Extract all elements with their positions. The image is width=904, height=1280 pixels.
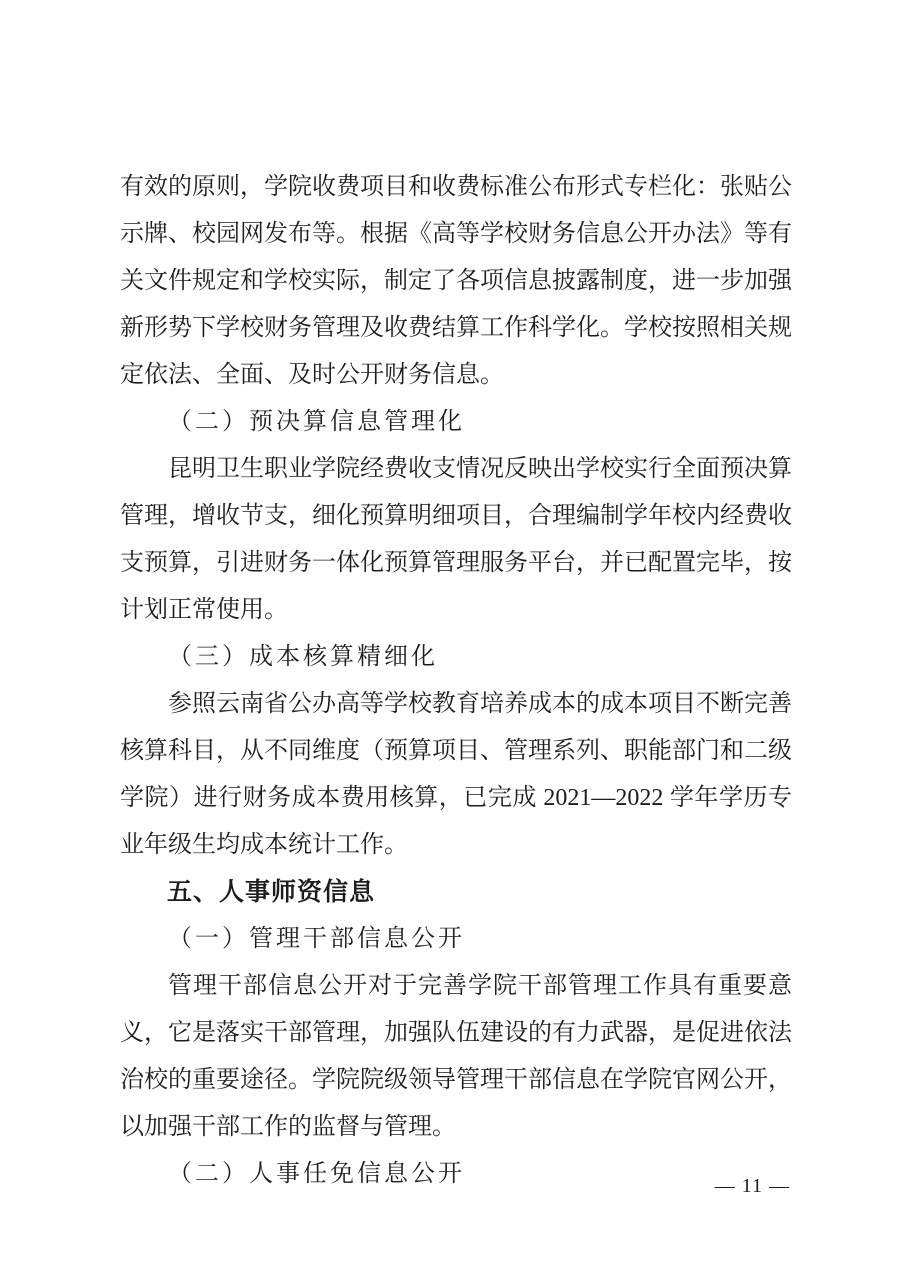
section-heading-budget-info: （二）预决算信息管理化: [168, 409, 465, 435]
paragraph-cost-accounting: 参照云南省公办高等学校教育培养成本的成本项目不断完善核算科目，从不同维度（预算项目、管理系列、职能部门和二级学院）进行财务成本费用核算，已完成 2021—2022 学年学历专业年级生均成本统计工作。: [120, 691, 792, 858]
section-heading-cost-accounting: （三）成本核算精细化: [168, 644, 438, 670]
paragraph-budget-info: 昆明卫生职业学院经费收支情况反映出学校实行全面预决算管理，增收节支，细化预算明细项目，合理编制学年校内经费收支预算，引进财务一体化预算管理服务平台，并已配置完毕，按计划正常使用。: [120, 456, 792, 623]
page-content: [120, 164, 792, 1198]
paragraph-continuation: 有效的原则，学院收费项目和收费标准公布形式专栏化：张贴公示牌、校园网发布等。根据《高等学校财务信息公开办法》等有关文件规定和学校实际，制定了各项信息披露制度，进一步加强新形势下学校财务管理及收费结算工作科学化。学校按照相关规定依法、全面、及时公开财务信息。: [120, 174, 792, 388]
chapter-heading-personnel-info: 五、人事师资信息: [167, 878, 376, 906]
paragraph-cadre-info: 管理干部信息公开对于完善学院干部管理工作具有重要意义，它是落实干部管理，加强队伍建设的有力武器，是促进依法治校的重要途径。学院院级领导管理干部信息在学院官网公开，以加强干部工作的监督与管理。: [120, 973, 792, 1140]
section-heading-appointment-info: （二）人事任免信息公开: [168, 1161, 465, 1187]
page-number: — 11 —: [714, 1175, 790, 1197]
section-heading-cadre-info: （一）管理干部信息公开: [168, 926, 465, 952]
